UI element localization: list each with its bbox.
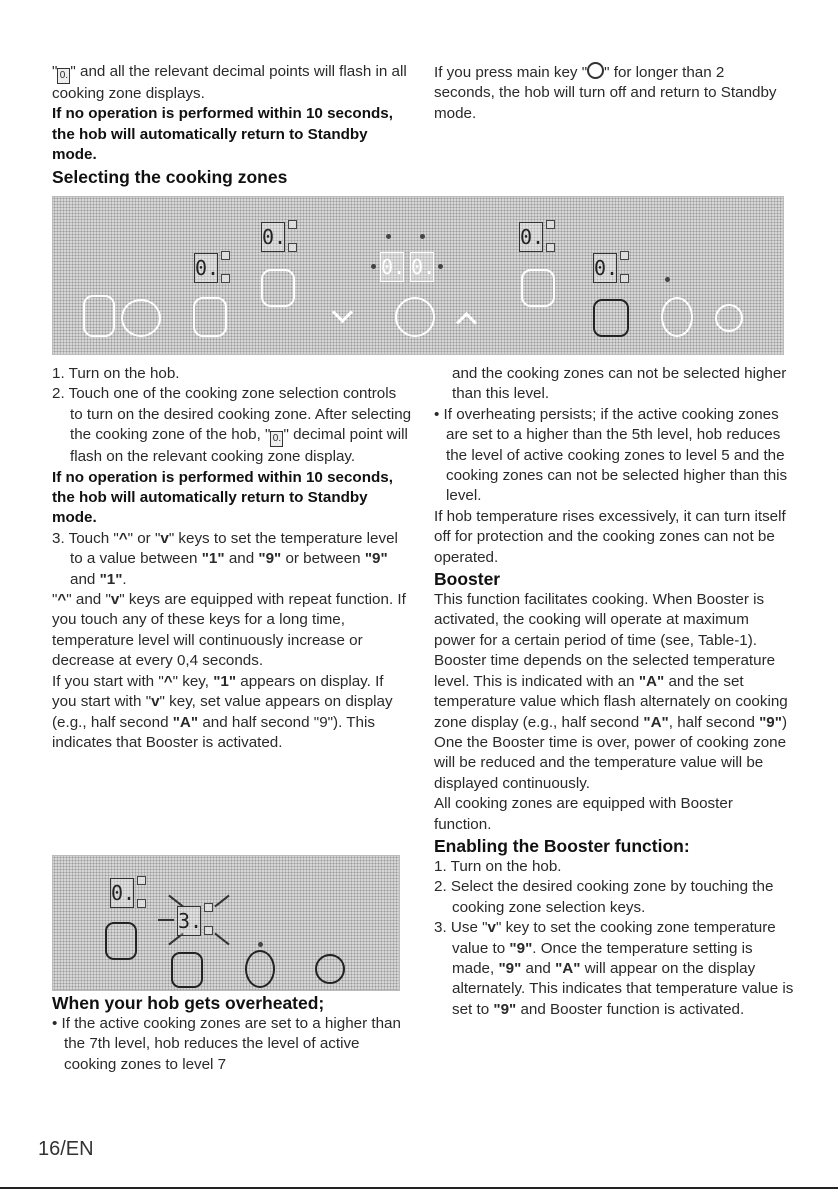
indicator-dot (665, 277, 670, 282)
main-key-paragraph: If you press main key " " for longer than 2 seconds, the hob will turn off and return to Standby mode. (434, 64, 777, 122)
decimal-indicator (288, 220, 297, 229)
zone-select-key-icon (105, 922, 137, 960)
right-column (434, 364, 794, 1020)
control-panel-illustration-2 (52, 855, 400, 991)
zone-select-key-ghost (521, 269, 555, 307)
chevron-up-icon (456, 312, 477, 333)
booster-step-3: 3. Use "v" key to set the cooking zone temperature value to "9". Once the temperature setting is made, "9" and "A" will appear on the display alternately. This indicates that temperature value is set to "9" and Booster function is activated. (434, 919, 794, 1018)
bottom-rule (0, 1187, 838, 1189)
standby-warning-2: If no operation is performed within 10 seconds, the hob will automatically return to Standby mode. (52, 468, 393, 527)
page-number: 16/EN (38, 1138, 94, 1160)
standby-warning-1: If no operation is performed within 10 seconds, the hob will automatically return to Standby mode. (52, 105, 393, 164)
down-key-icon: v (487, 919, 496, 937)
right-top-column (434, 62, 789, 124)
power-key-ghost (715, 304, 743, 332)
down-key-icon: v (151, 693, 160, 711)
decimal-indicator (546, 220, 555, 229)
overheat-bullet-1-continued: and the cooking zones can not be selected higher than this level. (452, 365, 787, 403)
lock-key-icon (245, 950, 275, 988)
booster-key-icon (593, 299, 629, 337)
indicator-dot (371, 264, 376, 269)
zone-display-1: 0. (194, 253, 218, 283)
display-digit-symbol: 0. (57, 68, 70, 84)
zone-select-key-ghost (193, 297, 227, 337)
heading-enabling-booster: Enabling the Booster function: (434, 835, 690, 856)
zone-display-3: 0. (380, 252, 404, 282)
display-digit-symbol: 0. (270, 431, 283, 447)
flash-line (158, 919, 174, 921)
repeat-function-paragraph: "^" and "v" keys are equipped with repeat function. If you touch any of these keys for a long time, temperature level will continuously increase or decrease at every 0,4 seconds. (52, 591, 406, 670)
chevron-down-icon (332, 302, 353, 323)
zone-select-key-ghost (83, 295, 115, 337)
zone-display-5: 0. (519, 222, 543, 252)
up-key-icon: ^ (57, 591, 67, 609)
decimal-indicator (221, 251, 230, 260)
booster-step-2: 2. Select the desired cooking zone by touching the cooking zone selection keys. (434, 878, 774, 916)
decimal-flash-paragraph: " 0. " and all the relevant decimal points will flash in all cooking zone displays. (52, 63, 407, 102)
zone-select-key-ghost (261, 269, 295, 307)
indicator-dot (438, 264, 443, 269)
decimal-indicator (620, 251, 629, 260)
zone-display-4: 0. (410, 252, 434, 282)
booster-description: This function facilitates cooking. When Booster is activated, the cooking will operate at maximum power for a certain period of time (see, Table-1). Booster time depends on the selected temperature level. This is indicated with an "A" and the set temperature value which flash alternately on cooking zone display (e.g., half second "A", half second "9") One the Booster time is over, power of cooking zone will be reduced and the temperature value will be displayed continuously. (434, 591, 788, 792)
left-bottom-column (52, 992, 412, 1075)
decimal-indicator (620, 274, 629, 283)
heading-selecting-zones: Selecting the cooking zones (52, 166, 288, 187)
start-key-paragraph: If you start with "^" key, "1" appears on display. If you start with "v" key, set value appears on display (e.g., half second "A" and half second "9"). This indicates that Booster is activated. (52, 672, 393, 751)
zone-select-key-ghost (121, 299, 161, 337)
timer-key-ghost (395, 297, 435, 337)
overheat-bullet-1: • If the active cooking zones are set to a higher than the 7th level, hob reduces the level of active cooking zones to level 7 (52, 1015, 401, 1073)
decimal-indicator (137, 876, 146, 885)
zone-display-2: 0. (261, 222, 285, 252)
decimal-indicator (204, 903, 213, 912)
left-column (52, 364, 412, 753)
decimal-indicator (221, 274, 230, 283)
power-key-icon (315, 954, 345, 984)
booster-step-1: 1. Turn on the hob. (434, 857, 562, 875)
zone-display-left: 0. (110, 878, 134, 908)
decimal-indicator (204, 926, 213, 935)
up-key-icon: ^ (118, 529, 128, 547)
heading-overheated: When your hob gets overheated; (52, 993, 325, 1013)
indicator-dot (420, 234, 425, 239)
flash-line (214, 895, 229, 908)
heading-booster: Booster (434, 569, 501, 590)
protection-paragraph: If hob temperature rises excessively, it can turn itself off for protection and the cooking zones can not be operated. (434, 507, 786, 566)
left-top-column (52, 62, 407, 188)
zone-display-6: 0. (593, 253, 617, 283)
control-panel-illustration-1 (52, 196, 784, 355)
down-key-icon: v (110, 591, 120, 609)
step-3: 3. Touch "^" or "v" keys to set the temperature level to a value between "1" and "9" or between "9" and "1". (52, 529, 398, 588)
down-key-icon: v (160, 529, 169, 547)
booster-all-zones: All cooking zones are equipped with Booster function. (434, 795, 733, 833)
zone-display-center: 3. (177, 906, 201, 936)
booster-key-icon (171, 952, 203, 988)
decimal-indicator (288, 243, 297, 252)
step-2: 2. Touch one of the cooking zone selection controls to turn on the desired cooking zone. After selecting the cooking zone of the hob, " 0. " decimal point will flash on the relevant cooking zone display. (52, 385, 412, 466)
decimal-indicator (137, 899, 146, 908)
up-key-icon: ^ (163, 672, 173, 690)
indicator-dot (258, 942, 263, 947)
flash-line (214, 933, 229, 946)
power-key-icon (587, 62, 604, 79)
step-1: 1. Turn on the hob. (52, 365, 180, 382)
lock-key-ghost (661, 297, 693, 337)
indicator-dot (386, 234, 391, 239)
overheat-bullet-2: • If overheating persists; if the active cooking zones are set to a higher than the 5th level, hob reduces the level of active cooking zones to level 5 and the cooking zones can not be selected higher than this level. (434, 405, 788, 505)
decimal-indicator (546, 243, 555, 252)
